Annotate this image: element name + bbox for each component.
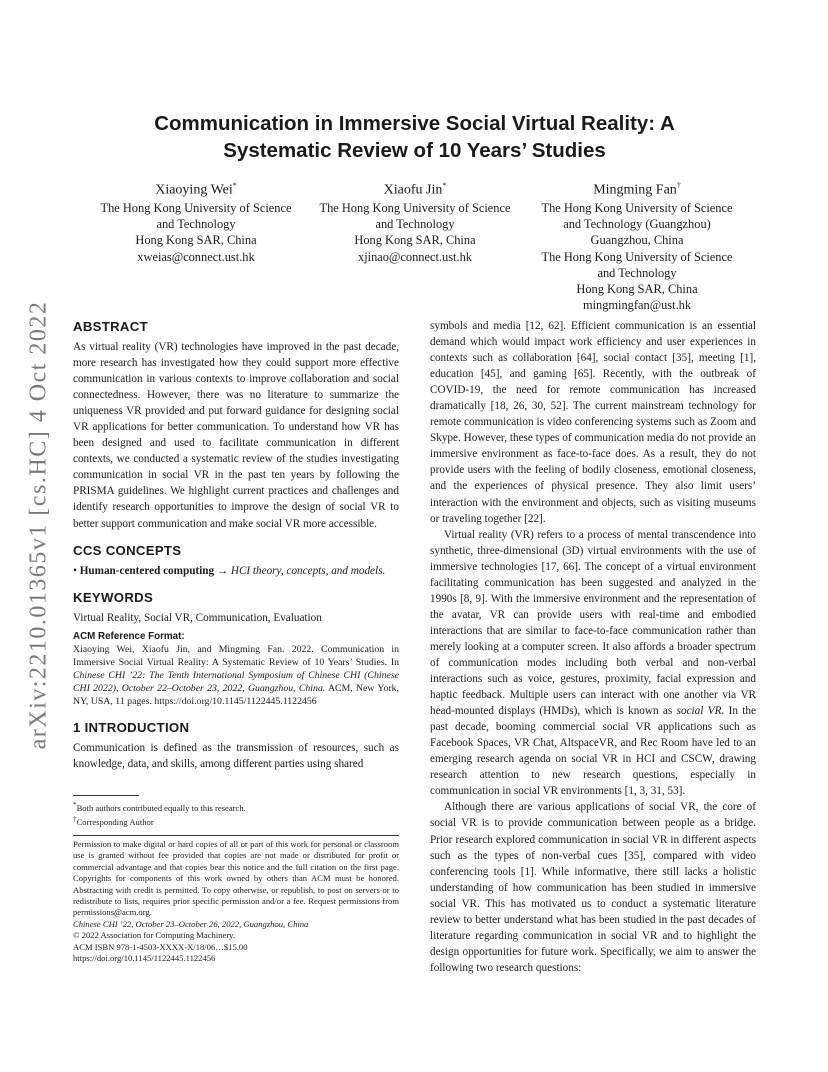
author-email: mingmingfan@ust.hk (582, 298, 692, 313)
copyright-line: © 2022 Association for Computing Machinery. (73, 930, 236, 941)
affiliation-line: The Hong Kong University of Science (319, 200, 511, 215)
ccs-heading: CCS CONCEPTS (73, 542, 182, 558)
abstract-heading: ABSTRACT (73, 319, 148, 334)
intro-paragraph: symbols and media [12, 62]. Efficient communication is an essential demand which would impact work efficiency and user experiences in contexts such as collaboration [64], social contact [35], meeting [1], education [45], and gaming [65]. Recently, with the outbreak of COVID-19, the need for remote communication has increased dramatically [18, 26, 30, 52]. The current mainstream technology for remote communication is video conferencing systems such as Zoom and Skype. However, these types of communication media do not provide an immersive environment as face-to-face does. As a result, they do not provide users with the feeling of bodily closeness, emotional closeness, and the experiences of physical presence. They also limit users’ interaction with the environment and objects, such as visiting museums or traveling together [22]. (430, 320, 756, 525)
doi-link[interactable]: https://doi.org/10.1145/1122445.1122456 (73, 953, 216, 964)
introduction-heading: 1 INTRODUCTION (73, 719, 190, 735)
affiliation-line: Hong Kong SAR, China (135, 233, 257, 248)
venue-line: Chinese CHI ’22, October 23–October 26, 2022, Guangzhou, China (73, 918, 309, 929)
arxiv-stamp (17, 295, 61, 755)
footnote-rule (73, 795, 139, 796)
keywords-heading: KEYWORDS (73, 589, 154, 605)
arxiv-id: arXiv:2210.01365v1 [cs.HC] 4 Oct 2022 (25, 300, 52, 750)
affiliation-line: The Hong Kong University of Science (541, 249, 733, 264)
author-email: xjinao@connect.ust.hk (358, 249, 472, 264)
intro-paragraph: Although there are various applications of social VR, the core of social VR is to provide communication between people as a bridge. Prior research explored communication in social VR in different aspects such as the types of non-verbal cues [35], compared with video conferencing tools [1]. While informative, there still lacks a holistic understanding of how communication has been studied in immersive social VR. This has motivated us to conduct a systematic literature review to better understand what has been studied in the past decades of literature regarding communication in social VR and to highlight the design opportunities for future work. Specifically, we aim to answer the following two research questions: (430, 801, 756, 974)
affiliation-line: and Technology (Guangzhou) (563, 216, 711, 231)
author-name: Xiaofu Jin* (383, 181, 447, 198)
author-name: Xiaoying Wei* (155, 181, 237, 198)
permission-text: Permission to make digital or hard copies of all or part of this work for personal or classroom use is granted without fee provided that copies are not made or distributed for profit or commercial advantage and that copies bear this notice and the full citation on the first page. Copyrights for components of this work owned by others than ACM must be honored. Abstracting with credit is permitted. To copy otherwise, or republish, to post on servers or to redistribute to lists, requires prior specific permission and/or a fee. Request permissions from permissions@acm.org. (73, 839, 399, 918)
affiliation-line: and Technology (597, 265, 677, 280)
acm-reference-heading: ACM Reference Format: (73, 630, 185, 642)
ccs-section (73, 542, 399, 579)
permission-block (73, 835, 399, 964)
affiliation-line: and Technology (156, 216, 236, 231)
keywords-text: Virtual Reality, Social VR, Communication, Evaluation (73, 611, 322, 624)
ccs-text: • Human-centered computing → HCI theory, concepts, and models. (73, 564, 386, 577)
intro-paragraph: Virtual reality (VR) refers to a process of mental transcendence into synthetic, three-dimensional (3D) virtual environments with the use of immersive technologies [17, 66]. The concept of a virtual environment facilitating communication has been suggested and analyzed in the 1990s [8, 9]. With the immersive environment and the representation of the avatar, VR can provide users with real-time and embodied interactions that are similar to face-to-face communication rather than merely looking at a computer screen. It also affords a broader spectrum of communication modes including both verbal and non-verbal interactions such as voice, gestures, proximity, facial expression and haptic feedback. Multiple users can interact with one another via VR head-mounted displays (HMDs), which is known as social VR. In the past decade, booming commercial social VR applications such as Facebook Spaces, VR Chat, AltspaceVR, and Rec Room have led to an emerging research agenda on social VR in HCI and CSCW, drawing research attention to new research questions, especially in communication in social VR environments [1, 3, 31, 53]. (430, 528, 756, 798)
author-block-2 (305, 177, 525, 265)
intro-paragraph: Communication is defined as the transmission of resources, such as knowledge, data, and skills, among different parties using shared (73, 741, 399, 770)
affiliation-line: Hong Kong SAR, China (576, 282, 698, 297)
left-column (73, 318, 399, 772)
title-line-1: Communication in Immersive Social Virtual Reality: A (154, 112, 675, 135)
footnote: *Both authors contributed equally to this research. (73, 801, 246, 813)
abstract-text: As virtual reality (VR) technologies have improved in the past decade, more research has investigated how they could support more effective communication in various contexts to improve collaboration and social connectedness. However, there was no literature to summarize the uniqueness VR provided and put forward guidance for designing social VR applications for better communication. To understand how VR has been designed and used to facilitate communication in different contexts, we conducted a systematic review of the studies investigating communication in social VR in the past ten years by following the PRISMA guidelines. We highlight current practices and challenges and identify research opportunities to improve the design of social VR to better support communication and make social VR more accessible. (73, 341, 399, 530)
acm-reference-text: Xiaoying Wei, Xiaofu Jin, and Mingming Fan. 2022. Communication in Immersive Social Virtual Reality: A Systematic Review of 10 Years’ Studies. In Chinese CHI ’22: The Tenth International Symposium of Chinese CHI (Chinese CHI 2022), October 22–October 23, 2022, Guangzhou, China. ACM, New York, NY, USA, 11 pages. https://doi.org/10.1145/1122445.1122456 (73, 643, 399, 708)
isbn-line: ACM ISBN 978-1-4503-XXXX-X/18/06…$15.00 (73, 941, 248, 952)
keywords-section (73, 589, 399, 626)
author-name: Mingming Fan† (593, 181, 681, 198)
footnotes (73, 795, 399, 829)
author-block-1 (85, 177, 307, 265)
title-line-2: Systematic Review of 10 Years’ Studies (223, 139, 606, 162)
affiliation-line: and Technology (375, 216, 455, 231)
affiliation-line: The Hong Kong University of Science (541, 200, 733, 215)
paper-title (73, 110, 756, 164)
author-block-3 (527, 177, 747, 314)
right-column (430, 318, 756, 976)
introduction-section (73, 719, 399, 772)
affiliation-line: The Hong Kong University of Science (100, 200, 292, 215)
affiliation-line: Hong Kong SAR, China (354, 233, 476, 248)
author-email: xweias@connect.ust.hk (137, 249, 255, 264)
footnote: †Corresponding Author (73, 815, 154, 828)
affiliation-line: Guangzhou, China (590, 233, 684, 248)
